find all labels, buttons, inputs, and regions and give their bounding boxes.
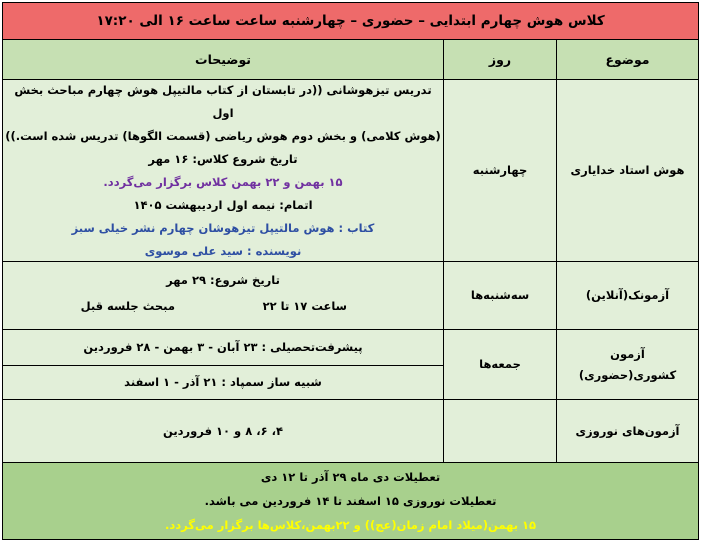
row3-day-text: جمعه‌ها (479, 357, 521, 371)
table-row (3, 400, 698, 463)
row4-description (3, 400, 443, 462)
schedule-table (2, 2, 699, 540)
row4-subject (556, 400, 698, 462)
header-description (3, 40, 443, 79)
row4-day (443, 400, 556, 462)
row1-line: تاریخ شروع کلاس: ۱۶ مهر (148, 151, 298, 166)
row3-subject-line: کشوری(حضوری) (578, 367, 677, 382)
row2-day-text: سه‌شنبه‌ها (470, 288, 530, 302)
row3-progress-cell (3, 330, 443, 366)
row1-line-highlight: ۱۵ بهمن و ۲۲ بهمن کلاس برگزار می‌گردد. (103, 174, 343, 189)
footer-notes (3, 463, 698, 539)
row1-day-text: چهارشنبه (472, 163, 528, 177)
footer-line-highlight: ۱۵ بهمن(میلاد امام زمان(عج)) و ۲۲بهمن،کلاس‌ها برگزار می‌گردد. (164, 518, 537, 532)
page-title-text: کلاس هوش چهارم ابتدایی – حضوری – چهارشنبه ساعت ساعت ۱۶ الی ۱۷:۲۰ (96, 13, 605, 29)
row2-start: تاریخ شروع: ۲۹ مهر (166, 273, 280, 287)
row1-line-author: نویسنده : سید علی موسوی (144, 243, 302, 258)
footer-line: تعطیلات دی ماه ۲۹ آذر تا ۱۲ دی (260, 470, 441, 484)
header-day-label: روز (488, 52, 512, 67)
row3-day (443, 330, 556, 399)
row1-line: تدریس تیزهوشانی ((در تابستان از کتاب مالتیپل هوش چهارم مباحث بخش اول (14, 82, 432, 120)
header-subject-label: موضوع (605, 52, 650, 67)
row1-day (443, 80, 556, 261)
row2-time: ساعت ۱۷ تا ۲۲ (262, 299, 347, 313)
row4-subject-text: آزمون‌های نوروزی (575, 423, 680, 438)
row1-line: اتمام: نیمه اول اردیبهشت ۱۴۰۵ (133, 197, 313, 212)
footer-row (3, 463, 698, 539)
header-subject (556, 40, 698, 79)
row1-subject (556, 80, 698, 261)
row1-description (3, 80, 443, 261)
page-title (3, 3, 698, 39)
row3-progress: پیشرفت‌تحصیلی : ۲۳ آبان - ۳ بهمن - ۲۸ فروردین (83, 340, 363, 354)
row2-description (3, 262, 443, 329)
row3-subject-line: آزمون (610, 346, 645, 361)
table-row (3, 80, 698, 262)
row3-sampad-cell (3, 365, 443, 399)
header-description-label: توضیحات (195, 52, 251, 67)
footer-line: تعطیلات نوروزی ۱۵ اسفند تا ۱۴ فروردین می باشد. (204, 494, 497, 508)
title-row (3, 3, 698, 40)
table-row (3, 262, 698, 330)
row1-line-book: کتاب : هوش مالتیپل تیزهوشان چهارم نشر خیلی سبز (71, 220, 375, 235)
row1-subject-text: هوش استاد خدایاری (570, 163, 685, 177)
row3-subject (556, 330, 698, 399)
header-row (3, 40, 698, 80)
row2-subject (556, 262, 698, 329)
header-day (443, 40, 556, 79)
row3-sampad: شبیه ساز سمپاد : ۲۱ آذر - ۱ اسفند (124, 374, 322, 389)
row1-line: (هوش کلامی) و بخش دوم هوش ریاضی (قسمت الگوها) تدریس شده است.)) (5, 128, 441, 143)
row2-day (443, 262, 556, 329)
row2-topic: مبحث جلسه قبل (80, 299, 175, 313)
row2-subject-text: آزمونک(آنلاین) (585, 288, 670, 302)
row4-dates: ۴، ۶، ۸ و ۱۰ فروردین (162, 423, 284, 438)
row3-description (3, 330, 443, 399)
table-row (3, 330, 698, 400)
